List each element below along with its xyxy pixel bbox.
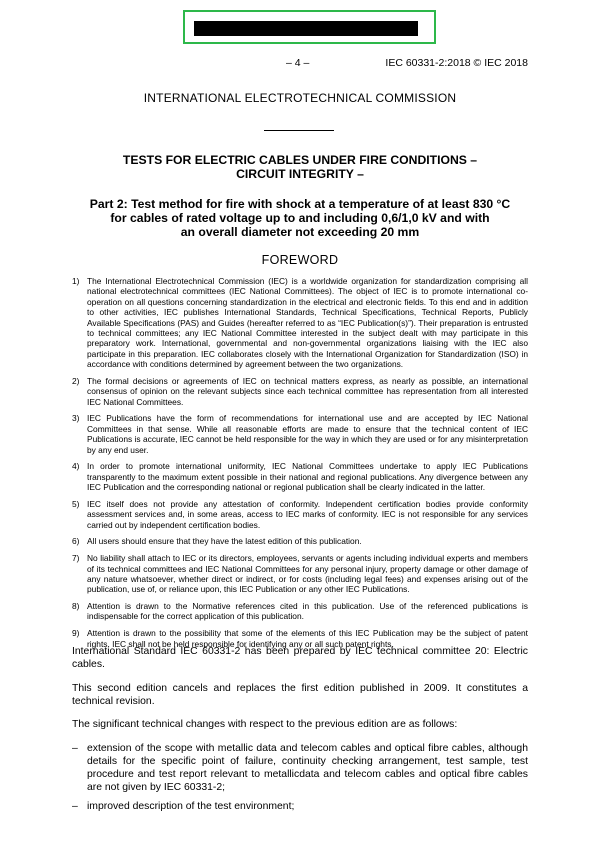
change-item: [72, 800, 528, 813]
item-text: In order to promote international uniformity, IEC National Committees undertake to apply IEC Publications transparently to the maximum extent possible in their national and regional publications. Any divergence between any IEC Publication and the corresponding national or regional publication shall be clearly indicated in the latter.: [87, 461, 528, 493]
item-text: Attention is drawn to the Normative references cited in this publication. Use of the referenced publications is indispensable for the correct application of this publication.: [87, 601, 528, 622]
item-number: 7): [72, 553, 80, 564]
change-text: improved description of the test environment;: [87, 801, 295, 812]
title-divider: [264, 130, 334, 131]
redaction-stamp: [183, 10, 436, 44]
edition-paragraph: This second edition cancels and replaces the first edition published in 2009. It constitutes a technical revision.: [72, 683, 528, 708]
part-title-line-3: an overall diameter not exceeding 20 mm: [180, 225, 420, 239]
foreword-item: [72, 499, 528, 530]
foreword-item: [72, 553, 528, 595]
item-number: 3): [72, 413, 80, 424]
title-line-2: CIRCUIT INTEGRITY –: [236, 167, 364, 181]
foreword-item: [72, 601, 528, 622]
foreword-item: [72, 413, 528, 455]
changes-intro-paragraph: The significant technical changes with respect to the previous edition are as follows:: [72, 719, 458, 730]
item-text: IEC itself does not provide any attestation of conformity. Independent certification bodies provide conformity assessment services and, in some areas, access to IEC marks of conformity. IEC is not responsible for any services carried out by independent certification bodies.: [87, 498, 528, 530]
redaction-bar: [194, 21, 418, 36]
change-text: extension of the scope with metallic data and telecom cables and optical fibre cables, although details for the specific point of failure, continuity checking arrangement, test sample, test procedure and test report relevant to metallicdata and telecom cables and optical fibre cables are not given by IEC 60331-2;: [87, 743, 528, 793]
item-number: 1): [72, 276, 80, 286]
item-number: 5): [72, 498, 80, 509]
item-number: 9): [72, 628, 80, 639]
foreword-heading: FOREWORD: [261, 253, 339, 267]
part-title-line-2: for cables of rated voltage up to and including 0,6/1,0 kV and with: [110, 211, 490, 225]
organization-name: INTERNATIONAL ELECTROTECHNICAL COMMISSION: [143, 91, 457, 105]
part-title-line-1: Part 2: Test method for fire with shock at a temperature of at least 830 °C: [89, 197, 511, 211]
document-reference: IEC 60331-2:2018 © IEC 2018: [385, 57, 528, 69]
item-text: IEC Publications have the form of recommendations for international use and are accepted by IEC National Committees in that sense. While all reasonable efforts are made to ensure that the technical content of IEC Publications is accurate, IEC cannot be held responsible for the way in which they are used or for any misinterpretation by any end user.: [87, 413, 528, 455]
foreword-item: [72, 276, 528, 370]
title-line-1: TESTS FOR ELECTRIC CABLES UNDER FIRE CONDITIONS –: [122, 153, 478, 167]
foreword-list: [72, 276, 528, 655]
item-text: The International Electrotechnical Commission (IEC) is a worldwide organization for standardization comprising all national electrotechnical committees (IEC National Committees). The object of IEC is to promote international co-operation on all questions concerning standardization in the electrical and electronic fields. To this end and in addition to other activities, IEC publishes International Standards, Technical Specifications, Technical Reports, Publicly Available Specifications (PAS) and Guides (hereafter referred to as “IEC Publication(s)”). Their preparation is entrusted to technical committees; any IEC National Committee interested in the subject dealt with may participate in this preparatory work. International, governmental and non-governmental organizations liaising with the IEC also participate in this preparation. IEC collaborates closely with the International Organization for Standardization (ISO) in accordance with conditions determined by agreement between the two organizations.: [87, 276, 528, 370]
prepared-by-paragraph: International Standard IEC 60331-2 has been prepared by IEC technical committee 20: Electric cables.: [72, 646, 528, 671]
item-text: No liability shall attach to IEC or its directors, employees, servants or agents including individual experts and members of its technical committees and IEC National Committees for any personal injury, property damage or other damage of any nature whatsoever, whether direct or indirect, or for costs (including legal fees) and expenses arising out of the publication, use of, or reliance upon, this IEC Publication or any other IEC Publications.: [87, 553, 528, 595]
item-number: 6): [72, 536, 80, 547]
dash-marker: –: [72, 743, 78, 754]
foreword-item: [72, 536, 528, 546]
item-text: All users should ensure that they have the latest edition of this publication.: [87, 536, 362, 547]
item-number: 2): [72, 375, 80, 386]
item-text: Attention is drawn to the possibility that some of the elements of this IEC Publication may be the subject of patent rights. IEC shall not be held responsible for identifying any or all such patent rights.: [87, 628, 528, 649]
item-number: 4): [72, 461, 80, 472]
changes-list: [72, 742, 528, 819]
part-title: [72, 197, 528, 239]
dash-marker: –: [72, 801, 78, 812]
page-number: – 4 –: [286, 57, 310, 69]
item-text: The formal decisions or agreements of IEC on technical matters express, as nearly as possible, an international consensus of opinion on the relevant subjects since each technical committee has representation from all interested IEC National Committees.: [87, 375, 528, 407]
foreword-item: [72, 461, 528, 492]
change-item: [72, 742, 528, 794]
document-title: [72, 153, 528, 181]
foreword-item: [72, 376, 528, 407]
item-number: 8): [72, 601, 80, 612]
